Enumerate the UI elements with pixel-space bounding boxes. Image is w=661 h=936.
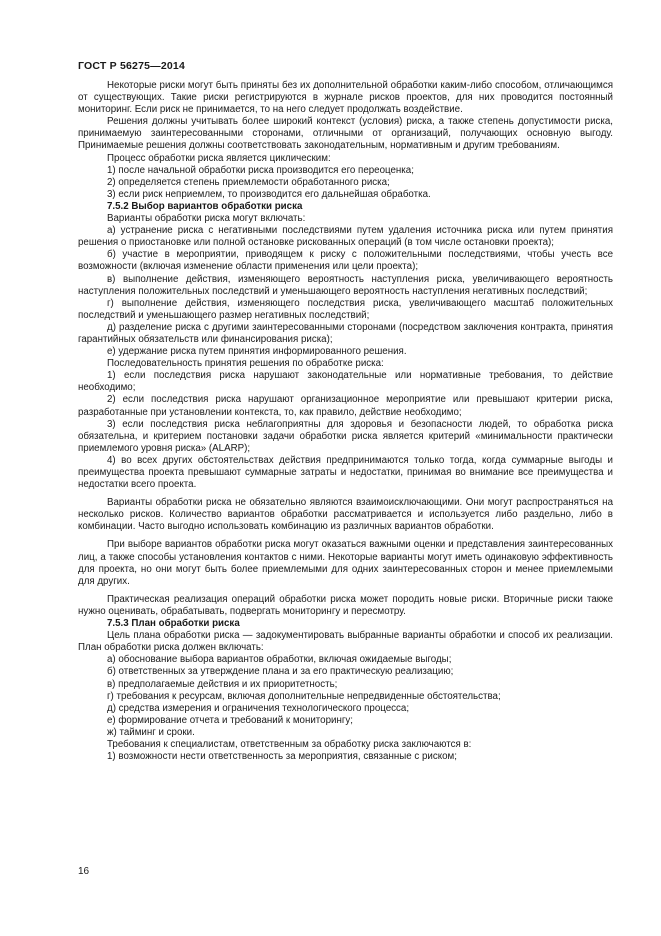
paragraph: Процесс обработки риска является циклическим:: [107, 152, 331, 164]
paragraph: Последовательность принятия решения по обработке риска:: [107, 358, 384, 370]
list-item: а) устранение риска с негативными последствиями путем удаления источника риска или путем принятия решения о приостановке или полной остановке рискованных операций (в том числе остановки проекта);: [78, 225, 613, 249]
list-item: 3) если последствия риска неблагоприятны для здоровья и безопасности людей, то обработка риска обязательна, и критерием постановки задачи обработки риска является критерий «минимальности практически приемлемого уровня риска» (ALARP);: [78, 418, 613, 454]
list-item: 4) во всех других обстоятельствах действия предпринимаются только тогда, когда суммарные выгоды и преимущества проекта превышают суммарные затраты и недостатки, принимая во внимание все преимущества и недостатки всего проекта.: [78, 454, 613, 491]
list-item: а) обоснование выбора вариантов обработки, включая ожидаемые выгоды;: [107, 654, 452, 666]
list-item: 1) возможности нести ответственность за мероприятия, связанные с риском;: [107, 751, 457, 763]
list-item: в) предполагаемые действия и их приоритетность;: [107, 678, 338, 690]
list-item: е) формирование отчета и требований к мониторингу;: [107, 714, 353, 726]
list-item: е) удержание риска путем принятия информированного решения.: [107, 346, 407, 358]
list-item: 2) определяется степень приемлемости обработанного риска;: [107, 176, 390, 188]
list-item: б) ответственных за утверждение плана и за его практическую реализацию;: [107, 666, 454, 678]
list-item: 2) если последствия риска нарушают организационное мероприятие или превышают критерии риска, разработанные при установлении контекста, то, как правило, действие необходимо;: [78, 394, 613, 418]
section-heading-7-5-2: 7.5.2 Выбор вариантов обработки риска: [107, 200, 303, 212]
paragraph: Варианты обработки риска могут включать:: [107, 213, 306, 225]
list-item: в) выполнение действия, изменяющего вероятность наступления риска, увеличивающего вероятность наступления положительных последствий и уменьшающего вероятность наступления негативных последствий;: [78, 273, 613, 297]
paragraph: При выборе вариантов обработки риска могут оказаться важными оценки и представления заинтересованных лиц, а также способы установления контактов с ними. Некоторые варианты могут иметь одинаковую эффективность для проекта, но они могут быть более приемлемыми для одних заинтересованных сторон и менее приемлемыми для других.: [78, 539, 613, 587]
list-item: г) выполнение действия, изменяющего последствия риска, увеличивающего масштаб положительных последствий и уменьшающего размер негативных последствий;: [78, 297, 613, 321]
paragraph: Решения должны учитывать более широкий контекст (условия) риска, а также степень допустимости риска, принимаемую заинтересованными сторонами, отличными от организаций, получающих основную выгоду. Принимаемые решения должны соответствовать законодательным, нормативным и другим требованиям.: [78, 116, 613, 152]
list-item: д) разделение риска с другими заинтересованными сторонами (посредством заключения контракта, принятия гарантийных обязательств или финансирования риска);: [78, 321, 613, 345]
paragraph: Требования к специалистам, ответственным за обработку риска заключаются в:: [107, 738, 472, 750]
list-item: 1) после начальной обработки риска производится его переоценка;: [107, 164, 414, 176]
list-item: ж) тайминг и сроки.: [107, 726, 195, 738]
list-item: г) требования к ресурсам, включая дополнительные непредвиденные обстоятельства;: [107, 690, 501, 702]
list-item: д) средства измерения и ограничения технологического процесса;: [107, 702, 410, 714]
list-item: б) участие в мероприятии, приводящем к риску с положительными последствиями, чтобы учесть все возможности (включая изменение области применения или цели проекта);: [78, 249, 613, 273]
paragraph: Некоторые риски могут быть приняты без их дополнительной обработки каким-либо способом, отличающимся от существующих. Такие риски регистрируются в журнале рисков проектов, для них проводится постоянный мониторинг. Если риск не принимается, то на него следует продолжать воздействие.: [78, 80, 613, 116]
paragraph: Практическая реализация операций обработки риска может породить новые риски. Вторичные риски также нужно оценивать, обрабатывать, подвергать мониторингу и пересмотру.: [78, 593, 613, 617]
paragraph: Варианты обработки риска не обязательно являются взаимоисключающими. Они могут распространяться на несколько рисков. Количество вариантов обработки рассматривается и используется либо раздельно, либо в комбинации. Часто выгодно использовать комбинацию из различных вариантов обработки.: [78, 497, 613, 533]
paragraph: Цель плана обработки риска — задокументировать выбранные варианты обработки и способ их реализации. План обработки риска должен включать:: [78, 630, 613, 654]
list-item: 3) если риск неприемлем, то производится его дальнейшая обработка.: [107, 188, 431, 200]
standard-header: ГОСТ Р 56275—2014: [78, 60, 186, 72]
list-item: 1) если последствия риска нарушают законодательные или нормативные требования, то действие необходимо;: [78, 370, 613, 394]
section-heading-7-5-3: 7.5.3 План обработки риска: [107, 618, 240, 630]
body-text: [78, 80, 613, 763]
page-number: 16: [78, 866, 90, 877]
